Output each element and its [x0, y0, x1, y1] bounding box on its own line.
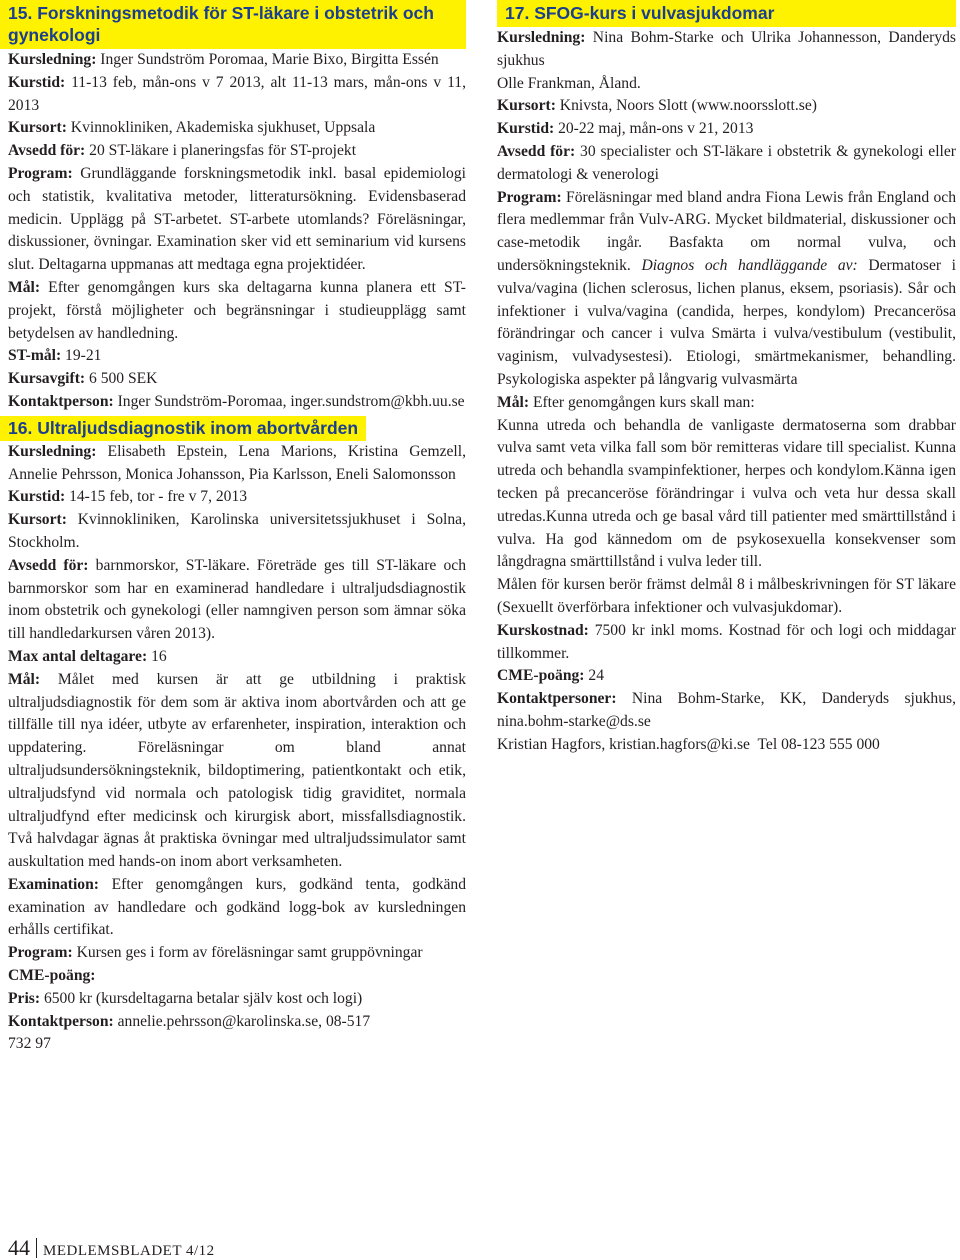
label: Kurstid:: [497, 120, 555, 138]
course-16-kurstid: [8, 486, 466, 509]
page-number: 44: [8, 1235, 30, 1260]
left-column: [0, 0, 466, 1056]
value: Nina Bohm-Starke, KK, Danderyds sjukhus, nina.bohm-starke@ds.se: [497, 690, 956, 730]
value: Föreläsningar med bland andra Fiona Lewis från England och flera medlemmar från Vulv-ARG. Mycket bildmaterial, diskussioner och case-metodik ingår. Basfakta om normal vulva, och undersökningsteknik.: [497, 188, 956, 274]
course-17-kursledning-2: Olle Frankman, Åland.: [497, 74, 641, 92]
course-16: [8, 416, 466, 1057]
value: Inger Sundström Poromaa, Marie Bixo, Birgitta Essén: [96, 51, 439, 68]
value: Elisabeth Epstein, Lena Marions, Kristina Gemzell, Annelie Pehrsson, Monica Johansson, Pia Karlsson, Eneli Salomonsson: [8, 442, 466, 483]
course-16-avsedd: [8, 555, 466, 646]
value-italic: Diagnos och handläggande av:: [641, 256, 858, 274]
course-17-program: [497, 187, 956, 392]
value: 20-22 maj, mån-ons v 21, 2013: [554, 120, 754, 138]
course-17-avsedd: [497, 141, 956, 187]
label: Kursledning:: [497, 29, 586, 46]
label: Mål:: [8, 278, 41, 296]
label: Mål:: [8, 670, 41, 688]
label: Kontaktperson:: [8, 392, 114, 410]
value: 16: [147, 647, 167, 665]
value: 30 specialister och ST-läkare i obstetrik & gynekologi eller dermatologi & venerologi: [497, 142, 956, 183]
value: 14-15 feb, tor - fre v 7, 2013: [65, 488, 248, 506]
course-16-mal: [8, 669, 466, 874]
course-16-pris: [8, 988, 466, 1011]
label: Kurskostnad:: [497, 621, 589, 639]
label: Mål:: [497, 393, 530, 411]
course-16-kontakt: [8, 1011, 388, 1057]
value: Kursen ges i form av föreläsningar samt gruppövningar: [72, 944, 423, 962]
label: ST-mål:: [8, 347, 62, 365]
value: barnmorskor, ST-läkare. Företräde ges till ST-läkare och barnmorskor som har en examinerad handledare i ultraljudsdiagnostik inom obstetrik och gynekologi (eller namngiven person som ämnar söka till handledarkursen våren 2013).: [8, 556, 466, 643]
course-15-kursavgift: [8, 368, 466, 391]
value: annelie.pehrsson@karolinska.se, 08-517 732 97: [8, 1012, 371, 1053]
value: Efter genomgången kurs skall man:: [529, 393, 755, 411]
course-17-heading: 17. SFOG-kurs i vulvasjukdomar: [497, 0, 956, 27]
value: Kvinnokliniken, Karolinska universitetssjukhuset i Solna, Stockholm.: [8, 511, 466, 551]
course-17-cme: [497, 665, 956, 688]
value: Efter genomgången kurs ska deltagarna kunna planera ett ST-projekt, förstå möjligheter och begränsningar i studieupplägg samt betydelsen av handledning.: [8, 278, 466, 342]
label: Program:: [497, 188, 562, 206]
label: Avsedd för:: [8, 556, 89, 574]
value: 7500 kr inkl moms. Kostnad för och logi och middagar tillkommer.: [497, 621, 956, 662]
course-17-kontakt: [497, 688, 956, 734]
course-17-kostnad: [497, 620, 956, 666]
course-15-mal: [8, 277, 466, 345]
course-16-cme: [8, 965, 466, 988]
course-15-stmal: [8, 345, 466, 368]
course-17-kursort: [497, 95, 956, 118]
value: Kvinnokliniken, Akademiska sjukhuset, Uppsala: [66, 119, 376, 137]
value: 6500 kr (kursdeltagarna betalar själv kost och logi): [40, 989, 363, 1007]
label: Kursledning:: [8, 442, 97, 460]
label: Kursavgift:: [8, 370, 86, 388]
value: 20 ST-läkare i planeringsfas för ST-projekt: [85, 142, 357, 160]
label: Kursledning:: [8, 51, 97, 68]
label: CME-poäng:: [497, 667, 585, 685]
course-17: [497, 0, 956, 757]
label: Examination:: [8, 875, 99, 893]
footer-divider: [36, 1238, 37, 1258]
course-16-kursledning: [8, 441, 466, 487]
course-15-program: [8, 163, 466, 277]
label: Kursort:: [8, 511, 67, 529]
label: Max antal deltagare:: [8, 647, 148, 665]
label: Avsedd för:: [8, 142, 86, 160]
course-17-mal-p2: Målen för kursen berör främst delmål 8 i målbeskrivningen för ST läkare (Sexuellt överförbara infektioner och vulvasjukdomar).: [497, 576, 956, 616]
value: 6 500 SEK: [85, 370, 158, 388]
course-16-kursort: [8, 509, 466, 555]
value: Knivsta, Noors Slott (www.noorsslott.se): [555, 97, 817, 115]
value: 19-21: [61, 347, 102, 365]
value: Inger Sundström-Poromaa, inger.sundstrom@kbh.uu.se: [113, 392, 465, 410]
label: Kurstid:: [8, 488, 66, 506]
label: CME-poäng:: [8, 967, 96, 985]
value: Grundläggande forskningsmetodik inkl. basal epidemiologi och statistik, kvalitativa metoder, litteratursökning. Evidensbaserad medicin. Upplägg på ST-arbetet. ST-arbete utomlands? Föreläsningar, diskussioner, övningar. Examination sker vid ett seminarium vid kursens slut. Deltagarna uppmanas att medtaga egna projektidéer.: [8, 164, 466, 274]
value: Nina Bohm-Starke och Ulrika Johannesson, Danderyds sjukhus: [497, 29, 956, 69]
value: 24: [584, 667, 605, 685]
course-15-kontakt: [8, 391, 466, 414]
label: Kontaktpersoner:: [497, 690, 617, 708]
course-16-exam: [8, 874, 466, 942]
course-17-mal: [497, 392, 956, 415]
course-15-kurstid: [8, 72, 466, 118]
course-17-kurstid: [497, 118, 956, 141]
course-16-heading: 16. Ultraljudsdiagnostik inom abortvården: [0, 416, 366, 441]
course-16-max: [8, 646, 466, 669]
label: Kurstid:: [8, 73, 66, 91]
value: Efter genomgången kurs, godkänd tenta, godkänd examination av handledare och godkänd logg-bok av kursledningen erhålls certifikat.: [8, 875, 466, 939]
value: 11-13 feb, mån-ons v 7 2013, alt 11-13 mars, mån-ons v 11, 2013: [8, 73, 466, 114]
value-2: Dermatoser i vulva/vagina (lichen sclerosus, lichen planus, eksem, psoriasis). Sår och infektioner i vulva/vagina (candida, herpes, kondylom) Precancerösa förändringar och cancer i vulva Smärta i vulva/vestibulum (vestibulit, vaginism, vulvadysestesi). Etiologi, smärtmekanismer, behandling. Psykologiska aspekter på långvarig vulvasmärta: [497, 256, 956, 388]
right-column: [497, 0, 956, 757]
course-17-kursledning: [497, 27, 956, 73]
course-15-kursort: [8, 117, 466, 140]
course-15-avsedd: [8, 140, 466, 163]
label: Program:: [8, 164, 73, 182]
course-16-program: [8, 942, 466, 965]
magazine-name: MEDLEMSBLADET 4/12: [43, 1243, 215, 1259]
value: Målet med kursen är att ge utbildning i praktisk ultraljudsdiagnostik för dem som är aktiva inom abortvården och att ge tillfälle till nya idéer, utbyte av erfarenheter, inspiration, interaktion och uppdatering. Föreläsningar om bland annat ultraljudsundersökningsteknik, bildoptimering, patientkontakt och etik, ultraljudsfynd vid normala och patologisk tidig graviditet, normala ultraljudfynd efter medicinsk och kirurgisk abort, missfallsdiagnostik. Två halvdagar ägnas åt praktiska övningar med ultraljudssimulator samt auskultation med hands-on inom abort verksamheten.: [8, 670, 466, 871]
label: Pris:: [8, 989, 41, 1007]
label: Kursort:: [8, 119, 67, 137]
course-15: [8, 0, 466, 414]
label: Kontaktperson:: [8, 1012, 114, 1030]
course-17-mal-p1: Kunna utreda och behandla de vanligaste dermatoserna som drabbar vulva samt veta vilka fall som bör remitteras vidare till specialist. Kunna utreda och behandla svampinfektioner, herpes och kondylom.Känna igen tecken på precanceröse förändringar i vulva och veta hur dessa skall utredas.Kunna utreda och ge basal vård till patienter med smärttillstånd i vulva. Ha god kännedom om de psykosexuella konsekvenser som långdragna smärttillstånd i vulva leder till.: [497, 416, 956, 571]
label: Avsedd för:: [497, 142, 576, 160]
label: Program:: [8, 944, 73, 962]
course-15-kursledning: [8, 49, 466, 72]
label: Kursort:: [497, 97, 556, 115]
course-15-heading: 15. Forskningsmetodik för ST-läkare i obstetrik och gynekologi: [0, 0, 466, 49]
course-17-kontakt-2: Kristian Hagfors, kristian.hagfors@ki.se Tel 08-123 555 000: [497, 735, 880, 753]
